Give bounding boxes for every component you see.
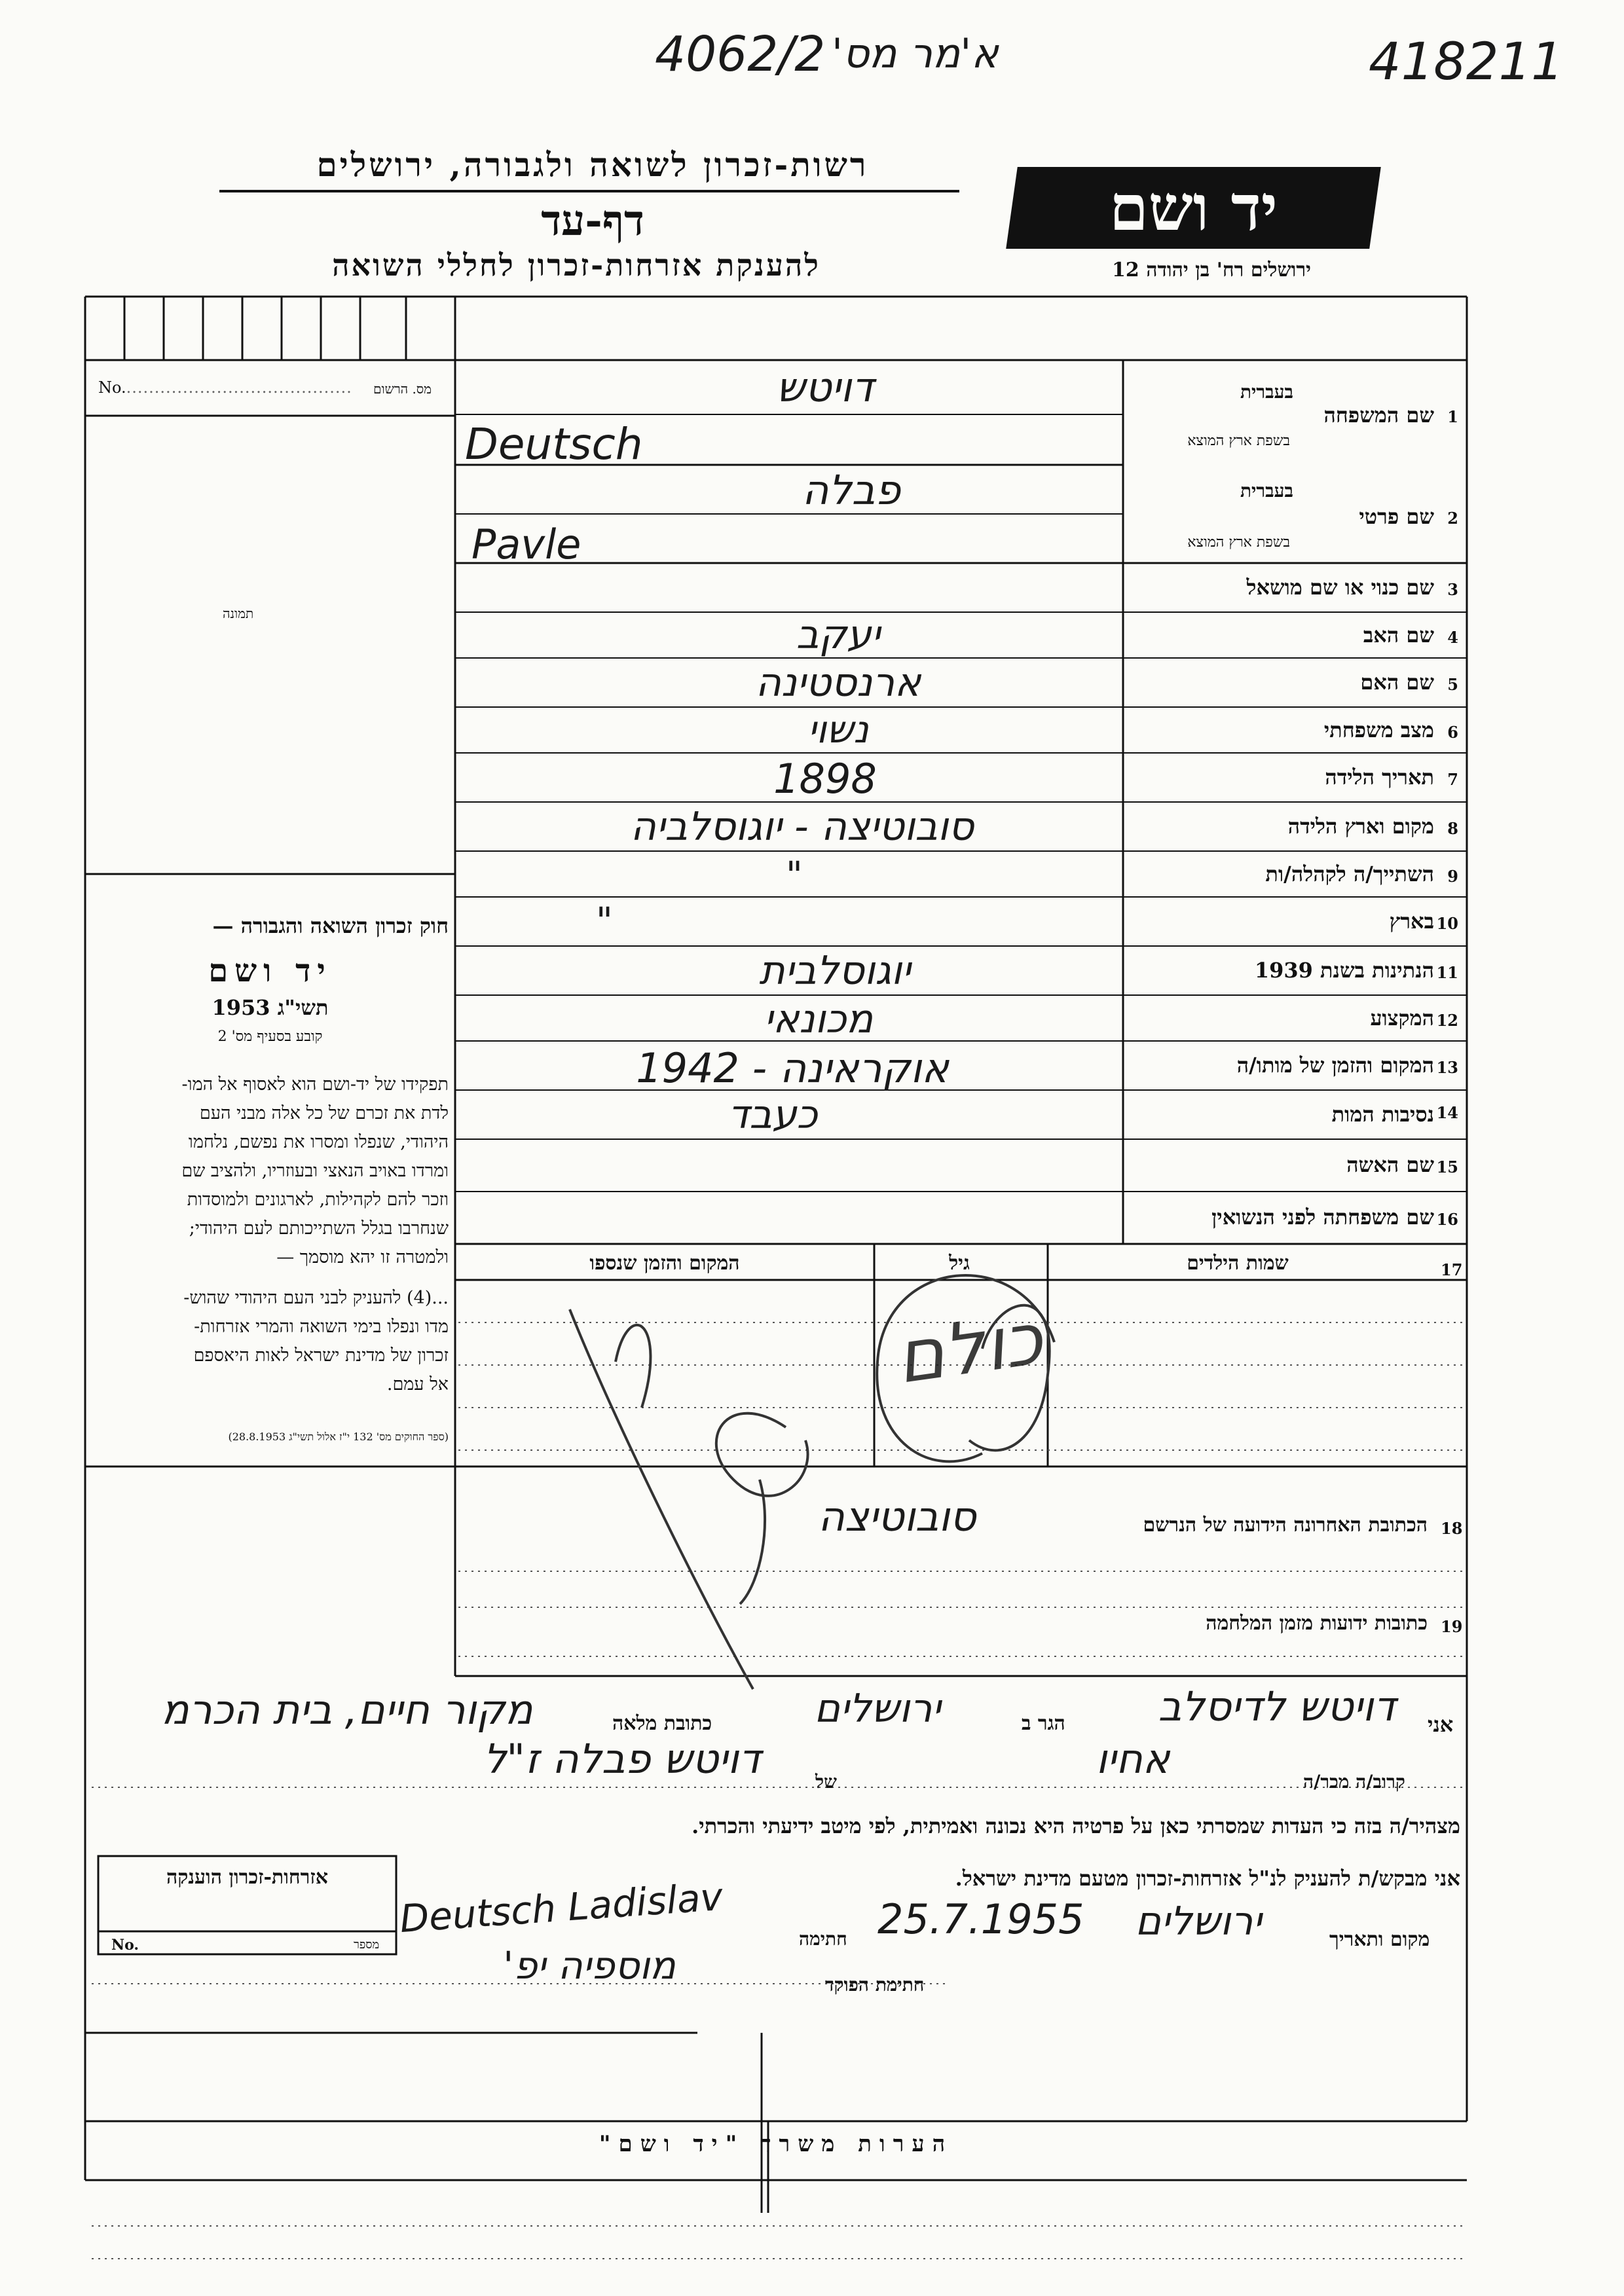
- country-value: ": [596, 900, 613, 943]
- field-number: 10: [1436, 914, 1458, 933]
- profession-value: מכונאי: [764, 996, 874, 1042]
- field-label: שם משפחתה לפני הנשואין: [1211, 1205, 1434, 1230]
- field-number: 9: [1447, 867, 1458, 886]
- place-date-label: מקום ותאריך: [1329, 1928, 1430, 1951]
- field-10-label: [1126, 898, 1464, 946]
- field-number: 11: [1436, 963, 1458, 982]
- field-19-number: 19: [1441, 1617, 1463, 1636]
- law-text-line: ומרדו באויב הנאצי ובעוזריו, ולהציב שם: [181, 1161, 449, 1181]
- field-13-label: [1126, 1042, 1464, 1090]
- field-number: 4: [1447, 628, 1458, 647]
- field-label: השתייך/ה לקהלה/ות: [1265, 862, 1434, 886]
- declarant-signature: Deutsch Ladislav: [398, 1874, 724, 1942]
- birth-date-value: 1898: [773, 755, 877, 803]
- field-label: מקום וארץ הלידה: [1287, 814, 1434, 839]
- field-1-label: [1126, 367, 1464, 465]
- place-value: ירושלים: [1135, 1899, 1262, 1944]
- last-address-label: הכתובת האחרונה הידועה של הנרשם: [1143, 1514, 1428, 1537]
- resident-value: ירושלים: [814, 1686, 941, 1732]
- law-text-line: זכרון של מדינת ישראל לאות היאספם: [193, 1345, 449, 1366]
- marital-status-value: נשוי: [807, 707, 869, 752]
- law-reference: (ספר החוקים מס' 132 י"ז אלול תשי"ג 28.8.1953): [228, 1430, 449, 1443]
- header-address: ירושלים רח' בן יהודה 12: [1112, 259, 1311, 282]
- field-8-label: [1126, 803, 1464, 851]
- field-17-number: 17: [1441, 1260, 1463, 1279]
- field-label: המקצוע: [1370, 1006, 1434, 1030]
- field-3-label: [1126, 564, 1464, 612]
- law-clause: קובע בסעיף מס' 2: [217, 1029, 323, 1045]
- field-14-label: [1126, 1091, 1464, 1139]
- officer-signature-label: חתימת הפוקד: [825, 1974, 925, 1995]
- field-9-label: [1126, 852, 1464, 897]
- registration-number: No.........................................: [98, 378, 352, 397]
- field-label: מצב משפחתי: [1323, 718, 1434, 742]
- law-name: יד ושם: [208, 953, 332, 989]
- relative-label: קרוב/ה מכר/ה: [1303, 1771, 1405, 1793]
- family-name-origin-value: Deutsch: [465, 419, 643, 469]
- of-label: של: [815, 1771, 837, 1793]
- law-text-line: מדו ונפלו בימי השואה והמרי אזרחות-: [194, 1317, 449, 1337]
- children-place-header: המקום והזמן שנספו: [589, 1252, 740, 1275]
- resident-label: הגר ב: [1022, 1712, 1065, 1735]
- field-sub-hebrew: בעברית: [1240, 381, 1293, 403]
- field-18-number: 18: [1441, 1519, 1463, 1538]
- law-text: [95, 1070, 449, 1399]
- relative-value: אחיו: [1096, 1735, 1170, 1783]
- field-number: 12: [1436, 1011, 1458, 1030]
- field-7-label: [1126, 754, 1464, 802]
- field-label: שם האב: [1363, 623, 1434, 647]
- wartime-address-label: כתובות ידועות מזמן המלחמה: [1206, 1612, 1428, 1635]
- law-text-line: וזכר להם לקהילות, לארגונים ולמוסדות: [187, 1190, 449, 1210]
- field-sub-origin: בשפת ארץ המוצא: [1187, 433, 1290, 449]
- children-names-header: שמות הילדים: [1187, 1252, 1289, 1275]
- header-subtitle: להענקת אזרחות-זכרון לחללי השואה: [332, 247, 821, 283]
- yad-vashem-logo: יד ושם: [1006, 167, 1381, 249]
- first-name-origin-value: Pavle: [471, 520, 581, 568]
- field-label: המקום והזמן של מותו/ה: [1236, 1053, 1434, 1078]
- award-box-number: No.: [111, 1937, 139, 1954]
- photo-label: תמונה: [223, 606, 254, 621]
- field-number: 8: [1447, 819, 1458, 838]
- death-place-date-value: אוקראינה - 1942: [636, 1044, 949, 1092]
- field-label: שם כנוי או שם מושאל: [1246, 575, 1434, 600]
- declarant-name-value: דויטש לדיסלב: [1158, 1683, 1396, 1730]
- field-label: שם פרטי: [1359, 504, 1434, 529]
- date-value: 25.7.1955: [877, 1895, 1084, 1943]
- deceased-name-value: דויטש פבלה ז"ל: [483, 1735, 761, 1783]
- mother-name-value: ארנסטינה: [755, 660, 921, 706]
- field-number: 14: [1436, 1103, 1458, 1122]
- law-text-line: תפקידו של יד-ושם הוא לאסוף אל המו-: [181, 1074, 449, 1095]
- first-name-hebrew-value: פבלה: [802, 466, 901, 514]
- field-label: בארץ: [1389, 909, 1434, 934]
- header-authority: רשות-זכרון לשואה ולגבורה, ירושלים: [316, 145, 869, 184]
- law-text-line: אל עמם.: [386, 1374, 449, 1394]
- field-number: 5: [1447, 675, 1458, 694]
- field-number: 2: [1447, 509, 1458, 528]
- field-label: שם האשה: [1346, 1152, 1434, 1177]
- field-number: 16: [1436, 1210, 1458, 1229]
- registration-label: מס. הרשום: [373, 381, 432, 397]
- field-number: 7: [1447, 770, 1458, 789]
- family-name-hebrew-value: דויטש: [776, 363, 874, 411]
- children-scrawl: כולם: [891, 1296, 1048, 1400]
- field-sub-origin: בשפת ארץ המוצא: [1187, 534, 1290, 551]
- signature-label: חתימה: [799, 1928, 847, 1950]
- field-label: נסיבות המות: [1331, 1102, 1434, 1127]
- stamp-number: 418211: [1369, 33, 1564, 92]
- nationality-value: יוגוסלבית: [759, 948, 911, 994]
- last-address-value: סובוטיצה: [818, 1493, 976, 1540]
- field-label: הנתינות בשנת 1939: [1254, 958, 1434, 983]
- law-year: תשי"ג 1953: [212, 995, 329, 1020]
- field-number: 3: [1447, 580, 1458, 599]
- handwritten-file-note: א'מר מס': [832, 29, 999, 77]
- award-box-title: אזרחות-זכרון הוענקה: [166, 1866, 329, 1889]
- handwritten-file-number: 4062/2: [655, 26, 826, 82]
- header-form-title: דף-עד: [541, 196, 644, 246]
- law-text-line: לדת את זכרם של כל אלה מבני העם: [199, 1103, 449, 1123]
- community-value: ": [786, 854, 803, 897]
- field-16-label: [1126, 1193, 1464, 1244]
- field-5-label: [1126, 659, 1464, 707]
- field-number: 1: [1447, 407, 1458, 426]
- award-box-number-label: מספר: [354, 1938, 380, 1952]
- field-12-label: [1126, 996, 1464, 1041]
- officer-signature-value: מוספיה יפ': [503, 1943, 676, 1988]
- declaration-statement: מצהיר/ה בזה כי העדות שמסרתי כאן על פרטיה היא נכונה ואמיתית, לפי מיטב ידיעתי והכרתי.: [692, 1813, 1460, 1838]
- field-6-label: [1126, 708, 1464, 753]
- field-label: שם האם: [1360, 670, 1434, 695]
- field-label: תאריך הלידה: [1325, 765, 1434, 790]
- law-text-line: שנחרבו בגלל השתייכותם לעם היהודי;: [189, 1218, 449, 1239]
- office-remarks-title: הערות משרד "יד ושם": [599, 2131, 953, 2157]
- field-label: שם המשפחה: [1323, 403, 1434, 428]
- field-4-label: [1126, 613, 1464, 658]
- full-address-value: מקור חיים, בית הכרמ: [161, 1686, 533, 1734]
- field-2-label: [1126, 468, 1464, 563]
- birthplace-value: סובוטיצה - יוגוסלביה: [630, 804, 974, 850]
- full-address-label: כתובת מלאה: [612, 1712, 712, 1735]
- father-name-value: יעקב: [796, 612, 881, 658]
- law-text-line: היהודי, שנפלו ומסרו את נפשם, נלחמו: [188, 1132, 449, 1152]
- law-text-line: ולמטרה זו יהא מוסמך —: [276, 1247, 449, 1267]
- field-number: 13: [1436, 1058, 1458, 1077]
- field-number: 15: [1436, 1157, 1458, 1176]
- law-text-line: ...(4) להעניק לבני העם היהודי שהוש-: [183, 1288, 449, 1308]
- law-title: חוק זכרון השואה והגבורה —: [212, 913, 449, 938]
- declaration-ani: אני: [1428, 1712, 1454, 1737]
- field-number: 6: [1447, 723, 1458, 742]
- death-circumstances-value: כעבד: [728, 1092, 818, 1138]
- reg-no-label: No.: [98, 378, 126, 397]
- children-age-header: גיל: [949, 1252, 970, 1275]
- field-11-label: [1126, 947, 1464, 995]
- field-15-label: [1126, 1140, 1464, 1192]
- declaration-request: אני מבקש/ת להעניק לנ"ל אזרחות-זכרון מטעם מדינת ישראל.: [955, 1866, 1460, 1891]
- field-sub-hebrew: בעברית: [1240, 480, 1293, 501]
